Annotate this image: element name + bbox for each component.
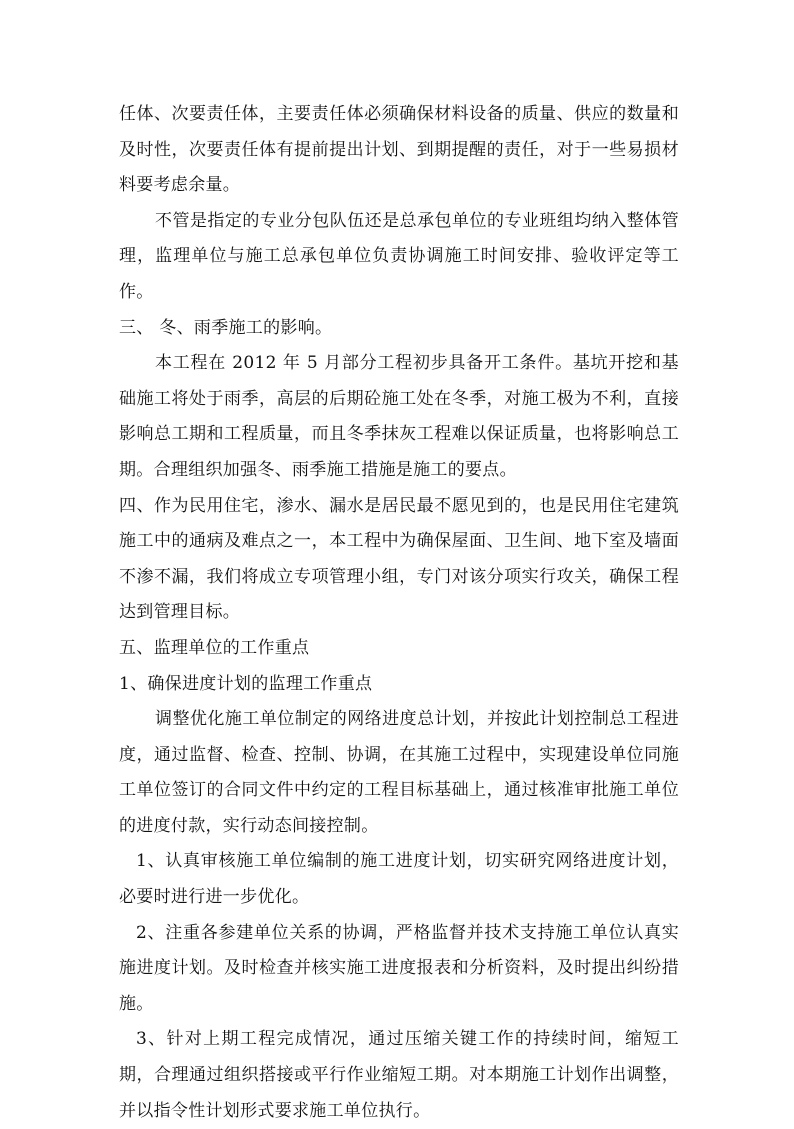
paragraph-winter-rainy-season: 本工程在 2012 年 5 月部分工程初步具备开工条件。基坑开挖和基础施工将处于雨季，高层的后期砼施工处在冬季，对施工极为不利，直接影响总工期和工程质量，而且冬季抹灰工程难以保证质量，也将影响总工期。合理组织加强冬、雨季施工措施是施工的要点。: [119, 353, 679, 480]
document-body: [119, 97, 679, 1129]
heading-subsection-one: 1、确保进度计划的监理工作重点: [119, 673, 373, 694]
paragraph-material-responsibility: 任体、次要责任体，主要责任体必须确保材料设备的质量、供应的数量和及时性，次要责任体有提前提出计划、到期提醒的责任，对于一些易损材料要考虑余量。: [119, 104, 679, 196]
paragraph-schedule-optimization: 调整优化施工单位制定的网络进度总计划，并按此计划控制总工程进度，通过监督、检查、控制、协调，在其施工过程中，实现建设单位同施工单位签订的合同文件中约定的工程目标基础上，通过核准审批施工单位的进度付款，实行动态间接控制。: [119, 709, 679, 836]
paragraph-section-four-leakage: 四、作为民用住宅，渗水、漏水是居民最不愿见到的，也是民用住宅建筑施工中的通病及难点之一，本工程中为确保屋面、卫生间、地下室及墙面不渗不漏，我们将成立专项管理小组，专门对该分项实行攻关，确保工程达到管理目标。: [119, 495, 679, 623]
paragraph-subcontract-management: 不管是指定的专业分包队伍还是总承包单位的专业班组均纳入整体管理，监理单位与施工总承包单位负责协调施工时间安排、验收评定等工作。: [119, 210, 679, 302]
list-item-3: 3、针对上期工程完成情况，通过压缩关键工作的持续时间，缩短工期，合理通过组织搭接或平行作业缩短工期。对本期施工计划作出调整，并以指令性计划形式要求施工单位执行。: [119, 1029, 679, 1121]
list-item-2: 2、注重各参建单位关系的协调，严格监督并技术支持施工单位认真实施进度计划。及时检查并核实施工进度报表和分析资料，及时提出纠纷措施。: [119, 922, 679, 1014]
heading-section-three: 三、 冬、雨季施工的影响。: [119, 317, 333, 338]
list-item-1: 1、认真审核施工单位编制的施工进度计划，切实研究网络进度计划，必要时进行进一步优化。: [119, 851, 679, 908]
heading-section-five: 五、监理单位的工作重点: [119, 637, 310, 658]
